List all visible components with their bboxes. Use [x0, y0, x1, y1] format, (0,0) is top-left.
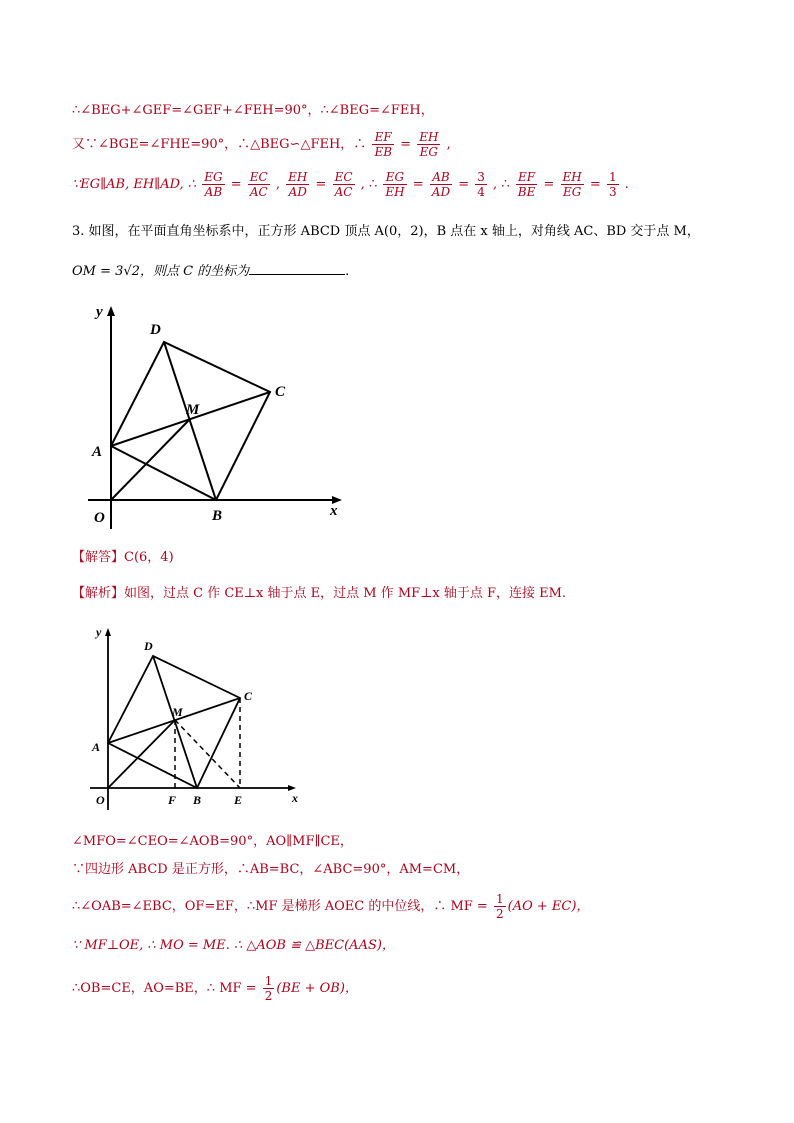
segment-om [108, 720, 175, 788]
answer-line [72, 550, 174, 566]
label-d: D [144, 639, 153, 653]
den: 3 [608, 185, 617, 199]
den: BE [517, 185, 536, 199]
prev-line-3-text: ∵EG∥AB, EH∥AD, ∴ [72, 177, 197, 192]
equals: = [400, 137, 412, 152]
step-1: ∠MFO=∠CEO=∠AOB=90°，AO∥MF∥CE， [72, 834, 353, 849]
den: 2 [264, 989, 273, 1003]
label-a: A [92, 444, 103, 460]
label-e: E [234, 793, 243, 807]
den: 4 [477, 185, 485, 199]
step-3-text-b: (AO + EC)， [507, 899, 590, 914]
step-5-text-b: (BE + OB)， [276, 981, 358, 996]
equals: = [589, 177, 601, 192]
period: . [345, 264, 350, 279]
num: EH [562, 170, 582, 184]
equals: = [230, 177, 242, 192]
num: EC [249, 170, 268, 184]
den: EG [419, 145, 438, 159]
analysis-text: 如图，过点 C 作 CE⊥x 轴于点 E，过点 M 作 MF⊥x 轴于点 F，连接 EM. [124, 586, 567, 601]
label-o: O [96, 793, 105, 807]
fraction-eh-ad [286, 170, 309, 199]
step-2: ∵四边形 ABCD 是正方形，∴AB=BC，∠ABC=90°，AM=CM， [72, 862, 470, 877]
fraction-ab-ad [430, 170, 452, 199]
num: EF [372, 130, 394, 145]
comma: , [360, 177, 365, 192]
den: EH [385, 185, 405, 199]
num: EH [419, 130, 439, 144]
num: EG [383, 170, 406, 185]
therefore: ∴ [368, 177, 378, 192]
fraction-eg-eh [383, 170, 406, 199]
den: 2 [495, 907, 504, 921]
step-4 [72, 938, 395, 954]
y-axis-arrow [105, 628, 111, 636]
fraction-3-4 [475, 170, 487, 199]
problem-text-1: 如图，在平面直角坐标系中，正方形 ABCD 顶点 A(0，2)，B 点在 x 轴上，对角线 AC、BD 交于点 M， [88, 224, 700, 239]
num: 1 [608, 170, 617, 184]
num: AB [430, 170, 452, 185]
label-y: y [96, 304, 103, 320]
analysis-label: 【解析】 [72, 586, 125, 601]
den: EB [374, 145, 393, 159]
fraction-half [494, 892, 506, 921]
label-b: B [193, 793, 202, 807]
problem-line-2 [72, 262, 349, 280]
label-a: A [92, 740, 101, 754]
den: AC [249, 185, 268, 199]
answer-blank [249, 262, 345, 275]
comma: , [493, 177, 498, 192]
label-b: B [212, 508, 223, 524]
fraction-ef-eb [372, 130, 394, 159]
label-x: x [292, 791, 298, 805]
num: EH [288, 170, 308, 184]
equals: = [543, 177, 555, 192]
problem-number: 3. [72, 224, 85, 239]
step-4-text: ∵ MF⊥OE, ∴ MO = ME. ∴ △AOB ≌ △BEC(AAS)， [72, 938, 395, 953]
fraction-ef-be [516, 170, 538, 199]
label-y: y [96, 625, 102, 639]
prev-line-3 [72, 170, 629, 199]
fraction-eg-ab [202, 170, 224, 199]
equals: = [458, 177, 470, 192]
segment-om [111, 419, 190, 500]
answer-value: C(6，4) [124, 550, 174, 565]
prev-line-2 [72, 130, 451, 159]
step-3 [72, 892, 589, 921]
num: 1 [264, 974, 273, 988]
step-5 [72, 974, 358, 1003]
den: EG [562, 185, 582, 199]
label-x: x [330, 503, 338, 519]
num: 3 [477, 170, 485, 184]
label-f: F [168, 793, 177, 807]
answer-label: 【解答】 [72, 550, 125, 565]
fraction-1-3 [607, 170, 619, 199]
prev-line-1: ∴∠BEG+∠GEF=∠GEF+∠FEH=90°，∴∠BEG=∠FEH， [72, 103, 434, 118]
problem-line-1 [72, 224, 700, 240]
den: AB [204, 185, 223, 199]
num: 1 [495, 892, 504, 906]
den: AD [288, 185, 307, 199]
den: AC [334, 185, 353, 199]
step-5-text: ∴OB=CE，AO=BE，∴ MF = [72, 981, 257, 996]
fraction-eh-eg-2 [561, 170, 584, 199]
equals: = [315, 177, 327, 192]
label-c: C [275, 384, 286, 400]
equals: = [412, 177, 424, 192]
comma: , [275, 177, 280, 192]
num: EC [334, 170, 353, 184]
num: EF [516, 170, 538, 185]
fraction-eh-eg [417, 130, 440, 159]
comma: , [446, 137, 451, 152]
therefore: ∴ [501, 177, 510, 192]
fraction-ec-ac-2 [333, 170, 355, 199]
label-c: C [244, 689, 253, 703]
prev-line-2-text: 又∵∠BGE=∠FHE=90°，∴△BEG∽△FEH，∴ [72, 137, 367, 152]
problem-text-2: OM = 3√2，则点 C 的坐标为 [72, 264, 250, 279]
step-3-text: ∴∠OAB=∠EBC，OF=EF，∴MF 是梯形 AOEC 的中位线，∴ MF = [72, 899, 488, 914]
fraction-ec-ac [248, 170, 270, 199]
y-axis-arrow [107, 306, 115, 316]
num: EG [204, 170, 223, 184]
label-m: M [186, 402, 200, 418]
label-d: D [150, 322, 161, 338]
period: . [624, 177, 629, 192]
fraction-half-2 [263, 974, 275, 1003]
figure-2 [86, 620, 306, 815]
label-m: M [172, 705, 183, 719]
label-o: O [94, 510, 105, 526]
analysis-line [72, 586, 566, 602]
den: AD [431, 185, 451, 199]
figure-1 [80, 296, 350, 536]
